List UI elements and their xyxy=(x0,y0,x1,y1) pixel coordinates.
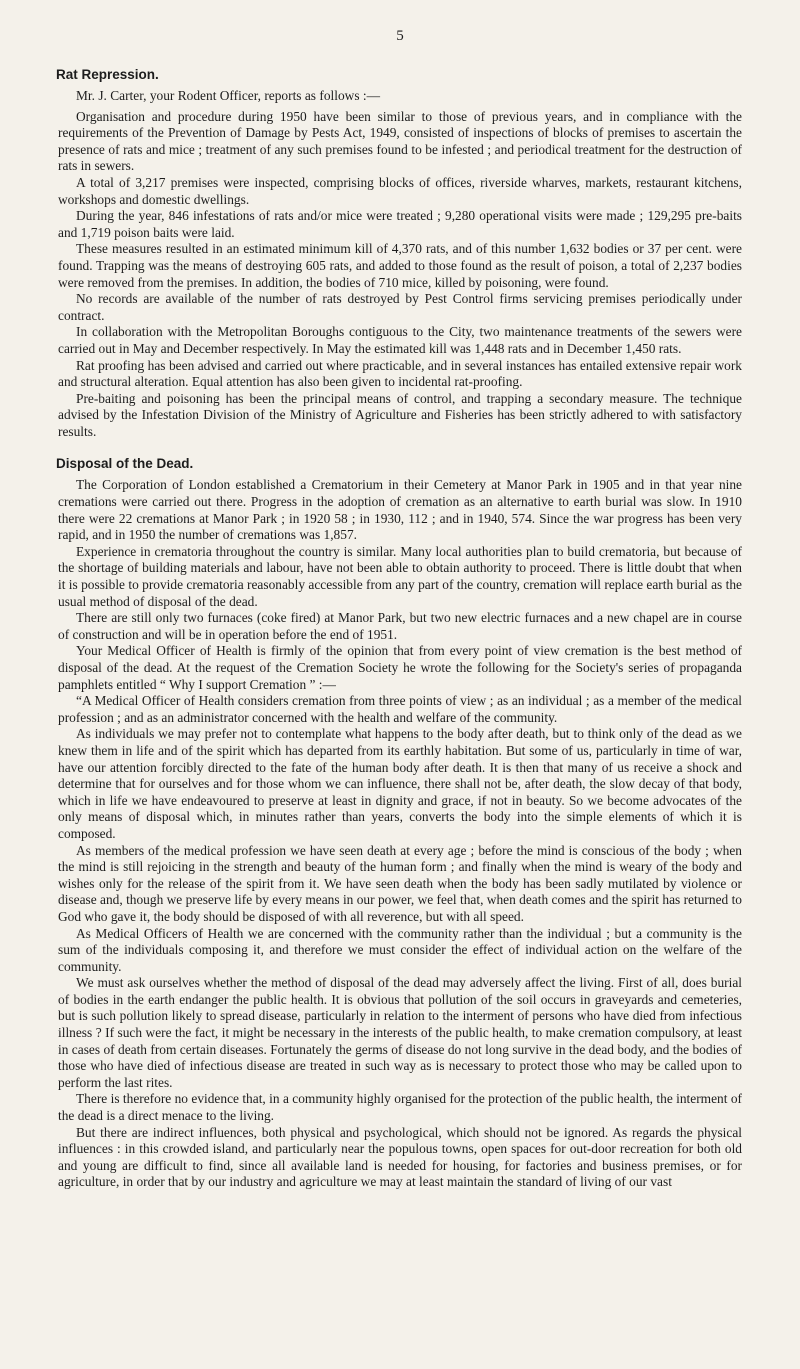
quoted-paragraph: There is therefore no evidence that, in a community highly organised for the protection of the public health, the interment of the dead is a direct menace to the living. xyxy=(58,1091,742,1124)
quoted-paragraph: “A Medical Officer of Health considers cremation from three points of view ; as an individual ; as a member of the medical profession ; and as an administrator concerned with the health and welfare of the community. xyxy=(58,693,742,725)
paragraph: There are still only two furnaces (coke fired) at Manor Park, but two new electric furnaces and a new chapel are in course of construction and will be in operation before the end of 1951. xyxy=(58,610,742,642)
paragraph: These measures resulted in an estimated minimum kill of 4,370 rats, and of this number 1,632 bodies or 37 per cent. were found. Trapping was the means of destroying 605 rats, and added to those found as the result of poison, a total of 2,237 bodies were removed from the premises. In addition, the bodies of 710 mice, killed by poisoning, were found. xyxy=(58,241,742,290)
quoted-paragraph: We must ask ourselves whether the method of disposal of the dead may adversely affect the living. First of all, does burial of bodies in the earth endanger the public health. It is obvious that pollution of the soil occurs in graveyards and cemeteries, but is such pollution likely to spread disease, particularly in relation to the interment of persons who have died from infectious illness ? If such were the fact, it might be necessary in the interests of the public health, to make cremation compulsory, at least in cases of death from certain diseases. Fortunately the germs of disease do not long survive in the dead body, and the bodies of those who have died of infectious disease are treated in such way as is necessary to protect those who may be called upon to perform the last rites. xyxy=(58,975,742,1090)
quoted-paragraph: But there are indirect influences, both physical and psychological, which should not be ignored. As regards the physical influences : in this crowded island, and particularly near the populous towns, open spaces for out-door recreation for both old and young are difficult to find, since all available land is needed for housing, for factories and business premises, or for agriculture, in order that by our industry and agriculture we may at least maintain the standard of living of our vast xyxy=(58,1124,742,1190)
paragraph: Pre-baiting and poisoning has been the principal means of control, and trapping a secondary measure. The technique advised by the Infestation Division of the Ministry of Agriculture and Fisheries has been strictly adhered to with satisfactory results. xyxy=(58,390,742,439)
paragraph: Organisation and procedure during 1950 have been similar to those of previous years, and in compliance with the requirements of the Prevention of Damage by Pests Act, 1949, consisted of inspections of blocks of premises to ascertain the presence of rats and mice ; treatment of any such premises found to be infested ; and periodical treatment for the destruction of rats in sewers. xyxy=(58,108,742,174)
paragraph: No records are available of the number of rats destroyed by Pest Control firms servicing premises periodically under contract. xyxy=(58,291,742,323)
paragraph: Experience in crematoria throughout the country is similar. Many local authorities plan to build crematoria, but because of the shortage of building materials and labour, have not been able to obtain authority to proceed. There is little doubt that when it is possible to provide crematoria reasonably accessible from any part of the country, cremation will replace earth burial as the usual method of disposal of the dead. xyxy=(58,543,742,609)
section-disposal-of-the-dead xyxy=(58,456,742,1191)
paragraph: A total of 3,217 premises were inspected, comprising blocks of offices, riverside wharves, markets, restaurant kitchens, workshops and domestic dwellings. xyxy=(58,174,742,207)
quoted-paragraph: As members of the medical profession we have seen death at every age ; before the mind is conscious of the body ; when the mind is still rejoicing in the strength and beauty of the human form ; and finally when the mind is weary of the body and wishes only for the release of the spirit from it. We have seen death when the body has been sadly mutilated by violence or disease and, though we preserve life by every means in our power, we feel that, when death comes and the spirit has returned to God who gave it, the body should be disposed of with all reverence, but with all speed. xyxy=(58,842,742,924)
paragraph: During the year, 846 infestations of rats and/or mice were treated ; 9,280 operational visits were made ; 129,295 pre-baits and 1,719 poison baits were laid. xyxy=(58,208,742,240)
section-heading: Rat Repression. xyxy=(56,67,159,82)
section-heading: Disposal of the Dead. xyxy=(56,456,194,472)
quoted-paragraph: As individuals we may prefer not to contemplate what happens to the body after death, but to think only of the dead as we knew them in life and of the spirit which has departed from its earthly habitation. But some of us, particularly in time of war, have our attention forcibly directed to the fate of the human body after death. It is then that many of us receive a shock and determine that for ourselves and for those whom we can influence, there shall not be, after death, the slow decay of that body, which in life we have endeavoured to preserve at least in dignity and grace, if not in beauty. So we become advocates of the only means of disposal which, in minutes rather than years, converts the body into the simple elements of which it is composed. xyxy=(58,726,742,841)
page-number: 5 xyxy=(396,28,404,44)
paragraph: The Corporation of London established a Crematorium in their Cemetery at Manor Park in 1905 and in that year nine cremations were carried out there. Progress in the adoption of cremation as an alternative to earth burial was slow. In 1910 there were 22 cremations at Manor Park ; in 1920 58 ; in 1930, 112 ; and in 1940, 574. Since the war progress has been very rapid, and in 1950 the number of cremations was 1,857. xyxy=(58,477,742,543)
paragraph: In collaboration with the Metropolitan Boroughs contiguous to the City, two maintenance treatments of the sewers were carried out in May and December respectively. In May the estimated kill was 1,448 rats and in December 1,450 rats. xyxy=(58,324,742,356)
paragraph: Your Medical Officer of Health is firmly of the opinion that from every point of view cremation is the best method of disposal of the dead. At the request of the Cremation Society he wrote the following for the Society's series of propaganda pamphlets entitled “ Why I support Cremation ” :— xyxy=(58,643,742,692)
paragraph: Mr. J. Carter, your Rodent Officer, reports as follows :— xyxy=(76,88,381,103)
paragraph: Rat proofing has been advised and carried out where practicable, and in several instances has entailed extensive repair work and structural alteration. Equal attention has also been given to incidental rat-proofing. xyxy=(58,357,742,390)
quoted-paragraph: As Medical Officers of Health we are concerned with the community rather than the individual ; but a community is the sum of the individuals composing it, and therefore we must consider the effect of individual action on the welfare of the community. xyxy=(58,925,742,974)
section-rat-repression xyxy=(58,67,742,440)
